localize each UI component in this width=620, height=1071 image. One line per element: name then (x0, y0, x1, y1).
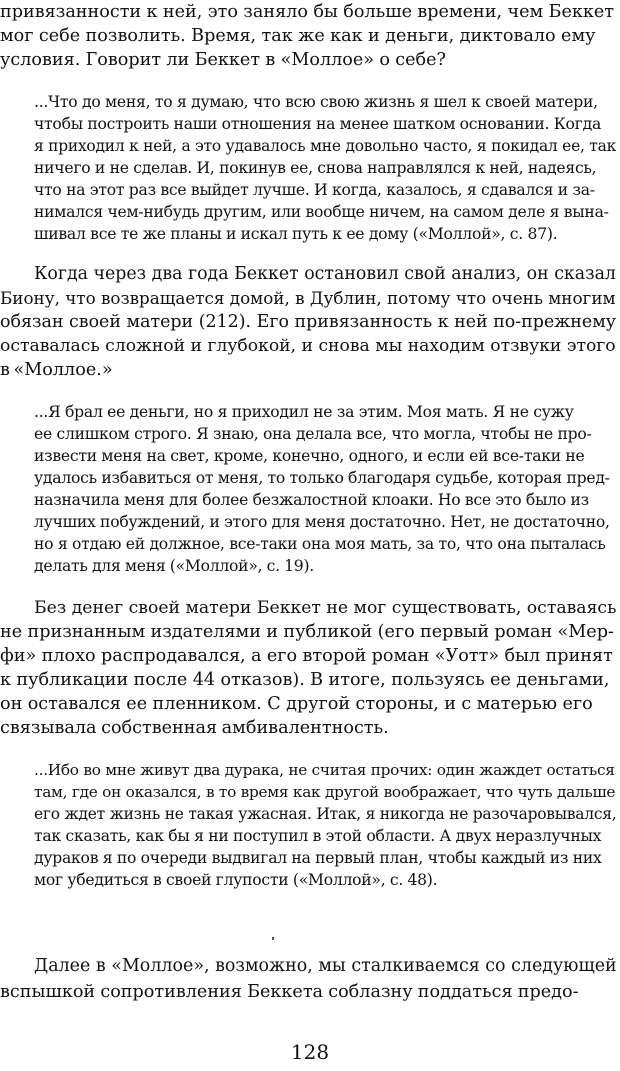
paragraph-1-line-3: условия. Говорит ли Беккет в «Моллое» о себе? (0, 50, 446, 70)
paragraph-1-line-1: привязанности к ней, это заняло бы больше времени, чем Беккет (0, 2, 615, 22)
paragraph-4-line-2: вспышкой сопротивления Беккета соблазну поддаться предо- (0, 982, 579, 1002)
quote-2-line-2: ее слишком строго. Я знаю, она делала все, что могла, чтобы не про- (34, 425, 592, 443)
quote-3-line-6: мог убедиться в своей глупости («Моллой», с. 48). (34, 871, 438, 889)
quote-3-line-5: дураков я по очереди выдвигал на первый план, чтобы каждый из них (34, 849, 602, 867)
quote-3-line-1: ...Ибо во мне живут два дурака, не считая прочих: один жаждет остаться (34, 761, 615, 779)
paragraph-1-line-2: мог себе позволить. Время, так же как и деньги, диктовало ему (0, 26, 596, 46)
quote-2-line-7: но я отдаю ей должное, все-таки она моя мать, за то, что она пыталась (34, 535, 606, 553)
quote-1-line-1: ...Что до меня, то я думаю, что всю свою жизнь я шел к своей матери, (34, 93, 598, 111)
paragraph-4-line-1: Далее в «Моллое», возможно, мы сталкиваемся со следующей (34, 956, 617, 976)
quote-1-line-7: шивал все те же планы и искал путь к ее дому («Моллой», с. 87). (34, 225, 558, 243)
quote-3-line-2: там, где он оказался, в то время как другой воображает, что чуть дальше (34, 783, 616, 801)
paragraph-2-line-5: в «Моллое.» (0, 360, 113, 380)
paragraph-3-line-3: фи» плохо распродавался, а его второй роман «Уотт» был принят (0, 646, 613, 666)
quote-2-line-5: назначила меня для более безжалостной клоаки. Но все это было из (34, 491, 589, 509)
quote-1-line-5: что на этот раз все выйдет лучше. И когда, казалось, я сдавался и за- (34, 181, 595, 199)
quote-3-line-4: так сказать, как бы я ни поступил в этой области. А двух неразлучных (34, 827, 602, 845)
quote-1-line-2: чтобы построить наши отношения на менее шатком основании. Когда (34, 115, 602, 133)
quote-2-line-1: ...Я брал ее деньги, но я приходил не за этим. Моя мать. Я не сужу (34, 403, 574, 421)
paragraph-3-line-5: он оставался ее пленником. С другой стороны, и с матерью его (0, 694, 593, 714)
quote-1-line-6: нимался чем-нибудь другим, или вообще ничем, на самом деле я вына- (34, 203, 609, 221)
paragraph-2-line-3: обязан своей матери (212). Его привязанность к ней по-прежнему (0, 312, 617, 332)
paragraph-2-line-4: оставалась сложной и глубокой, и снова мы находим отзвуки этого (0, 336, 616, 356)
page-number: 128 (290, 1040, 330, 1064)
paragraph-2-line-1: Когда через два года Беккет остановил свой анализ, он сказал (34, 264, 616, 284)
stray-ink-mark (272, 937, 274, 940)
paragraph-3-line-1: Без денег своей матери Беккет не мог существовать, оставаясь (34, 598, 617, 618)
paragraph-3-line-2: не признанным издателями и публикой (его первый роман «Мер- (0, 622, 614, 642)
quote-2-line-8: делать для меня («Моллой», с. 19). (34, 557, 315, 575)
paragraph-3-line-6: связывала собственная амбивалентность. (0, 718, 389, 738)
quote-2-line-4: удалось избавиться от меня, то только благодаря судьбе, которая пред- (34, 469, 610, 487)
quote-1-line-4: ничего и не сделав. И, покинув ее, снова направлялся к ней, надеясь, (34, 159, 597, 177)
quote-3-line-3: его ждет жизнь не такая ужасная. Итак, я никогда не разочаровывался, (34, 805, 617, 823)
quote-2-line-6: лучших побуждений, и этого для меня достаточно. Нет, не достаточно, (34, 513, 610, 531)
paragraph-3-line-4: к публикации после 44 отказов). В итоге, пользуясь ее деньгами, (0, 670, 610, 690)
quote-2-line-3: извести меня на свет, кроме, конечно, одного, и если ей все-таки не (34, 447, 585, 465)
quote-1-line-3: я приходил к ней, а это удавалось мне довольно часто, я покидал ее, так (34, 137, 617, 155)
paragraph-2-line-2: Биону, что возвращается домой, в Дублин, потому что очень многим (0, 288, 616, 308)
